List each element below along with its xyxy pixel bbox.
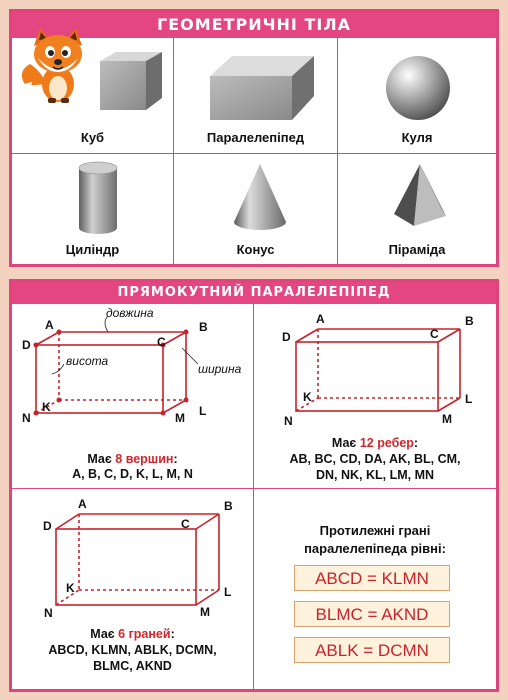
opposite-faces-block <box>254 489 496 689</box>
edges-list-line2: DN, NK, KL, LM, MN <box>315 468 435 482</box>
edge-vertex-l-label: L <box>465 392 473 406</box>
face-vertex-m-label: M <box>200 605 210 619</box>
sphere-label: Куля <box>401 130 433 145</box>
vertices-description: Має 8 вершин: A, B, C, D, K, L, M, N <box>72 452 193 481</box>
equality-blmc-aknd: BLMC = AKND <box>294 601 450 627</box>
vertices-diagram <box>12 304 253 488</box>
vertex-l-label: L <box>199 404 207 418</box>
vertex-d-label: D <box>22 338 31 352</box>
face-vertex-d-label: D <box>43 519 52 533</box>
box-label: Паралелепіпед <box>206 130 305 145</box>
edge-vertex-a-label: A <box>316 312 325 326</box>
edge-vertex-k-label: K <box>303 390 312 404</box>
face-vertex-k-label: K <box>66 581 75 595</box>
shape-box <box>174 38 337 153</box>
parallelepiped-panel <box>9 279 499 692</box>
edge-vertex-n-label: N <box>284 414 293 428</box>
equality-ablk-dcmn: ABLK = DCMN <box>294 637 450 663</box>
vertex-n-label: N <box>22 411 31 425</box>
face-vertex-c-label: C <box>181 517 190 531</box>
solids-title: ГЕОМЕТРИЧНІ ТІЛА <box>12 12 496 38</box>
edge-vertex-c-label: C <box>430 327 439 341</box>
vertex-k-label: K <box>42 400 51 414</box>
vertex-m-label: M <box>175 411 185 425</box>
edge-vertex-b-label: B <box>465 314 474 328</box>
faces-list-line1: ABCD, KLMN, ABLK, DCMN, <box>48 643 217 657</box>
vertex-c-label: C <box>157 335 166 349</box>
edge-vertex-m-label: M <box>442 412 452 426</box>
vertices-list: A, B, C, D, K, L, M, N <box>72 467 193 481</box>
pyramid-label: Піраміда <box>388 242 446 257</box>
edges-description: Має 12 ребер: AB, BC, CD, DA, AK, BL, CM, DN, NK, KL, LM, MN <box>289 436 461 482</box>
face-vertex-n-label: N <box>44 606 53 620</box>
face-vertex-l-label: L <box>224 585 232 599</box>
cylinder-label: Циліндр <box>65 242 120 257</box>
solids-panel <box>9 9 499 267</box>
cone-label: Конус <box>236 242 275 257</box>
opposite-faces-heading: Протилежні грані паралелепіпеда рівні: <box>304 523 446 556</box>
faces-diagram <box>12 489 253 689</box>
edge-vertex-d-label: D <box>282 330 291 344</box>
shape-pyramid <box>338 154 496 264</box>
shape-cylinder <box>12 154 173 264</box>
equality-abcd-klmn: ABCD = KLMN <box>294 565 450 591</box>
edges-list-line1: AB, BC, CD, DA, AK, BL, CM, <box>289 452 461 466</box>
parallelepiped-title: ПРЯМОКУТНИЙ ПАРАЛЕЛЕПІПЕД <box>12 282 496 304</box>
shape-sphere <box>338 38 496 153</box>
face-vertex-b-label: B <box>224 499 233 513</box>
shape-cube <box>12 38 173 153</box>
shape-cone <box>174 154 337 264</box>
vertex-a-label: A <box>45 318 54 332</box>
length-label: довжина <box>106 306 154 320</box>
height-label: висота <box>66 354 109 368</box>
faces-list-line2: BLMC, AKND <box>93 659 172 673</box>
faces-description: Має 6 граней: ABCD, KLMN, ABLK, DCMN, BLMC, AKND <box>48 627 217 673</box>
edges-diagram <box>254 304 496 488</box>
cube-label: Куб <box>80 130 105 145</box>
vertex-b-label: B <box>199 320 208 334</box>
face-vertex-a-label: A <box>78 497 87 511</box>
width-label: ширина <box>198 362 242 376</box>
